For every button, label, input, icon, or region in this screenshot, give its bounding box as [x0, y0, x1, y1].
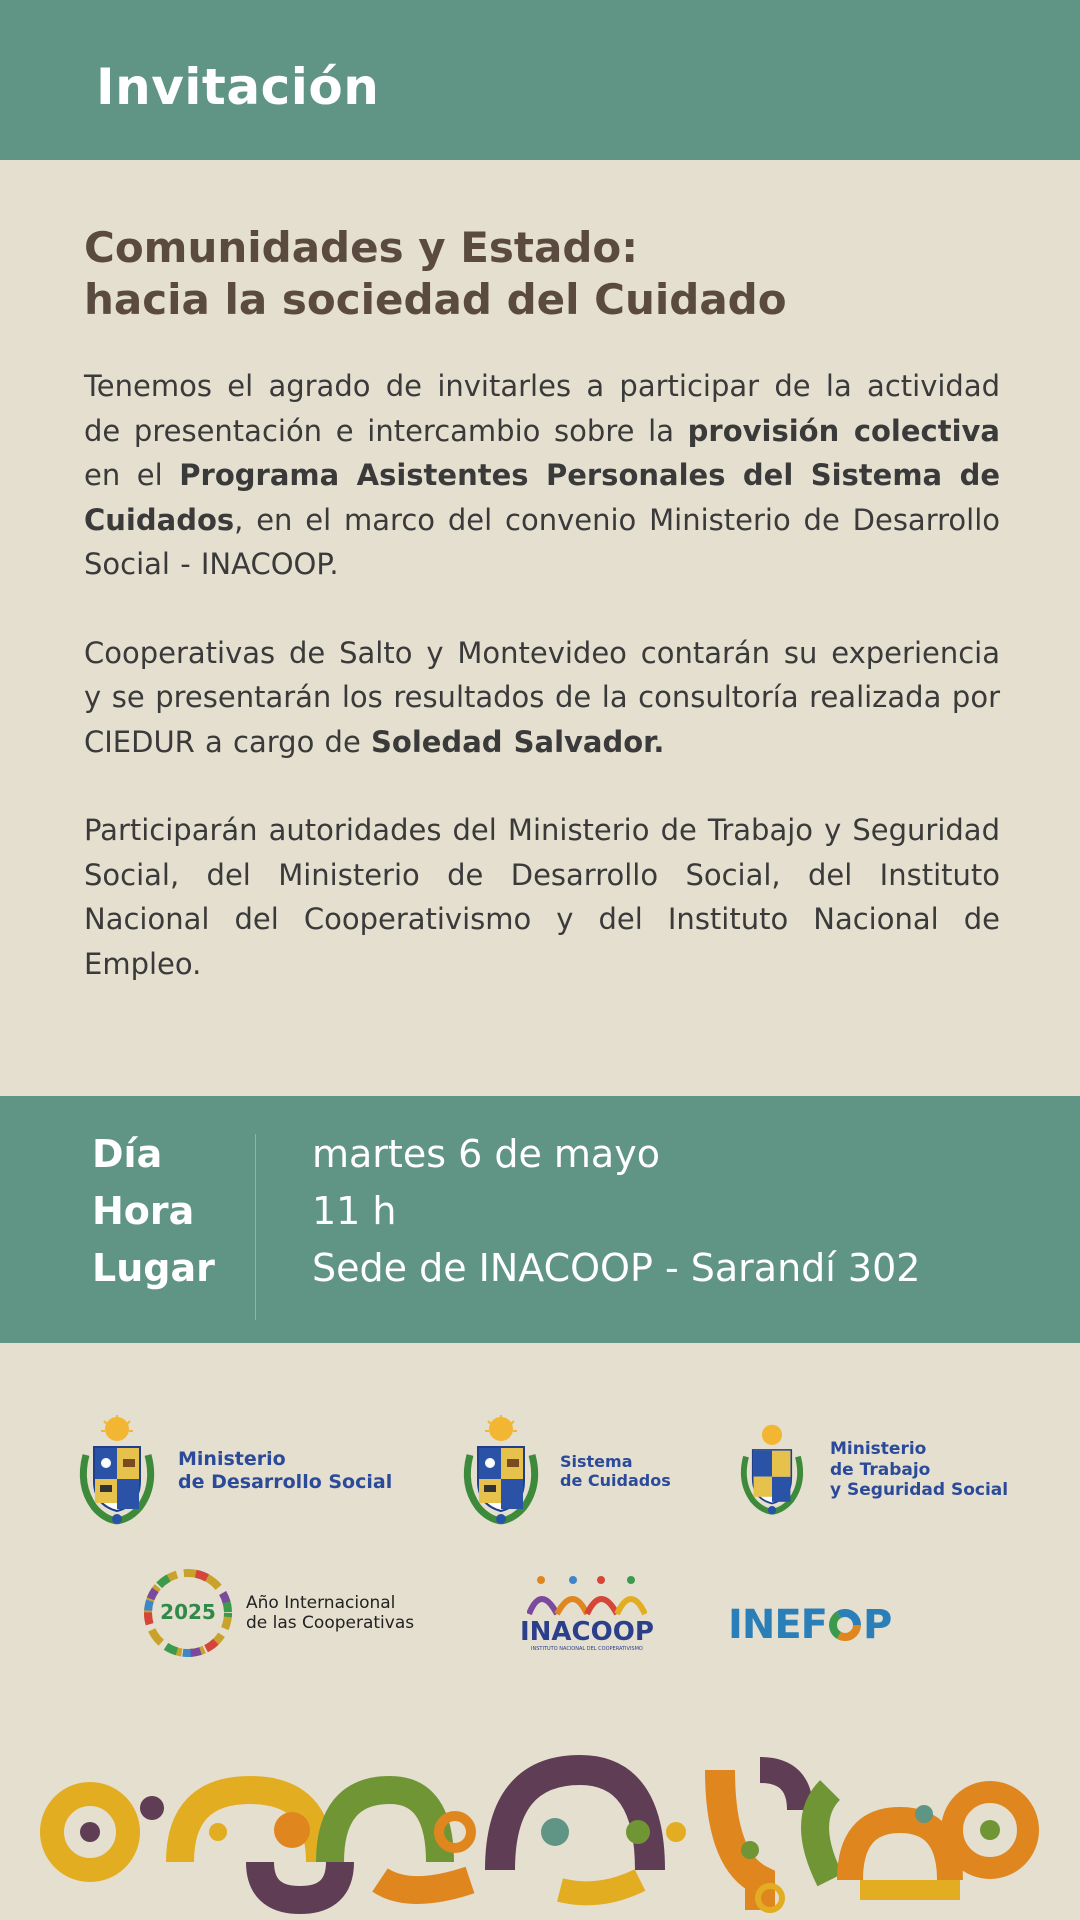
- inacoop-tagline: INSTITUTO NACIONAL DEL COOPERATIVISMO: [531, 1646, 643, 1652]
- headline-line1: Comunidades y Estado:: [84, 223, 639, 272]
- aic-logo-text: [246, 1593, 414, 1634]
- decorative-pattern: [0, 1730, 1080, 1920]
- uruguay-coat-of-arms-icon: [736, 1422, 808, 1518]
- day-value: martes 6 de mayo: [312, 1132, 660, 1176]
- p3-text-1: Participarán autoridades del Ministerio de Trabajo y Seguridad Social, del Ministerio de Desarrollo Social, del Instituto Nacional del Cooperativismo y del Instituto Nacional de Empleo.: [84, 813, 1000, 981]
- mides-logo-text: [178, 1448, 392, 1494]
- paragraph-3: [84, 808, 1000, 986]
- logo-inefop: [728, 1602, 892, 1648]
- mtss-line2: de Trabajo: [830, 1459, 931, 1480]
- cuidados-line2: de Cuidados: [560, 1471, 671, 1490]
- logo-inacoop: [520, 1574, 654, 1652]
- inacoop-people-icon: [527, 1574, 647, 1618]
- place-label: Lugar: [92, 1246, 215, 1290]
- mides-line2: de Desarrollo Social: [178, 1471, 393, 1493]
- event-labels: [92, 1126, 215, 1297]
- aic-line1: Año Internacional: [246, 1592, 396, 1613]
- inefop-name-1: INEF: [728, 1602, 828, 1648]
- aic-ring: [140, 1560, 236, 1666]
- mtss-line1: Ministerio: [830, 1439, 927, 1460]
- logo-aic-2025: [140, 1560, 414, 1666]
- logo-mides: [74, 1415, 392, 1527]
- event-values: [312, 1126, 920, 1297]
- p1-text-1: Tenemos el agrado de invitarles a participar de la actividad de presentación e intercambio sobre la: [84, 369, 1000, 448]
- headline: [84, 222, 1000, 326]
- hour-value: 11 h: [312, 1189, 397, 1233]
- hour-label: Hora: [92, 1189, 195, 1233]
- logo-mtss: [736, 1422, 1008, 1518]
- uruguay-coat-of-arms-icon: [458, 1415, 544, 1527]
- mides-line1: Ministerio: [178, 1448, 286, 1471]
- logo-cuidados: [458, 1415, 671, 1527]
- header-bar: [0, 0, 1080, 160]
- page-title: Invitación: [96, 58, 380, 116]
- p1-text-2: en el: [84, 458, 180, 492]
- p1-bold-2: Programa Asistentes Personales del Sistema de Cuidados: [84, 458, 1001, 537]
- mtss-logo-text: [830, 1439, 1008, 1500]
- day-label: Día: [92, 1132, 163, 1176]
- cuidados-logo-text: [560, 1452, 671, 1490]
- aic-year: 2025: [160, 1600, 216, 1624]
- cuidados-line1: Sistema: [560, 1451, 633, 1471]
- inefop-o-icon: [828, 1608, 862, 1642]
- pattern-shapes: [52, 1770, 1028, 1910]
- p2-bold-1: Soledad Salvador.: [371, 724, 665, 759]
- paragraph-1: [84, 364, 1000, 587]
- uruguay-coat-of-arms-icon: [74, 1415, 160, 1527]
- invitation-body: [84, 222, 1000, 986]
- place-value: Sede de INACOOP - Sarandí 302: [312, 1246, 921, 1290]
- inacoop-name: INACOOP: [520, 1617, 654, 1647]
- p1-bold-1: provisión colectiva: [687, 413, 1001, 448]
- headline-line2: hacia la sociedad del Cuidado: [84, 275, 787, 324]
- aic-line2: de las Cooperativas: [246, 1613, 415, 1633]
- info-divider: [255, 1134, 256, 1320]
- p2-text-1: Cooperativas de Salto y Montevideo contarán su experiencia y se presentarán los resultados de la consultoría realizada por CIEDUR a cargo de: [84, 635, 1000, 759]
- paragraph-2: [84, 631, 1000, 765]
- inefop-name-2: P: [863, 1602, 893, 1648]
- event-info-band: [0, 1096, 1080, 1343]
- p1-text-3: , en el marco del convenio Ministerio de Desarrollo Social - INACOOP.: [84, 502, 1000, 581]
- mtss-line3: y Seguridad Social: [830, 1480, 1009, 1501]
